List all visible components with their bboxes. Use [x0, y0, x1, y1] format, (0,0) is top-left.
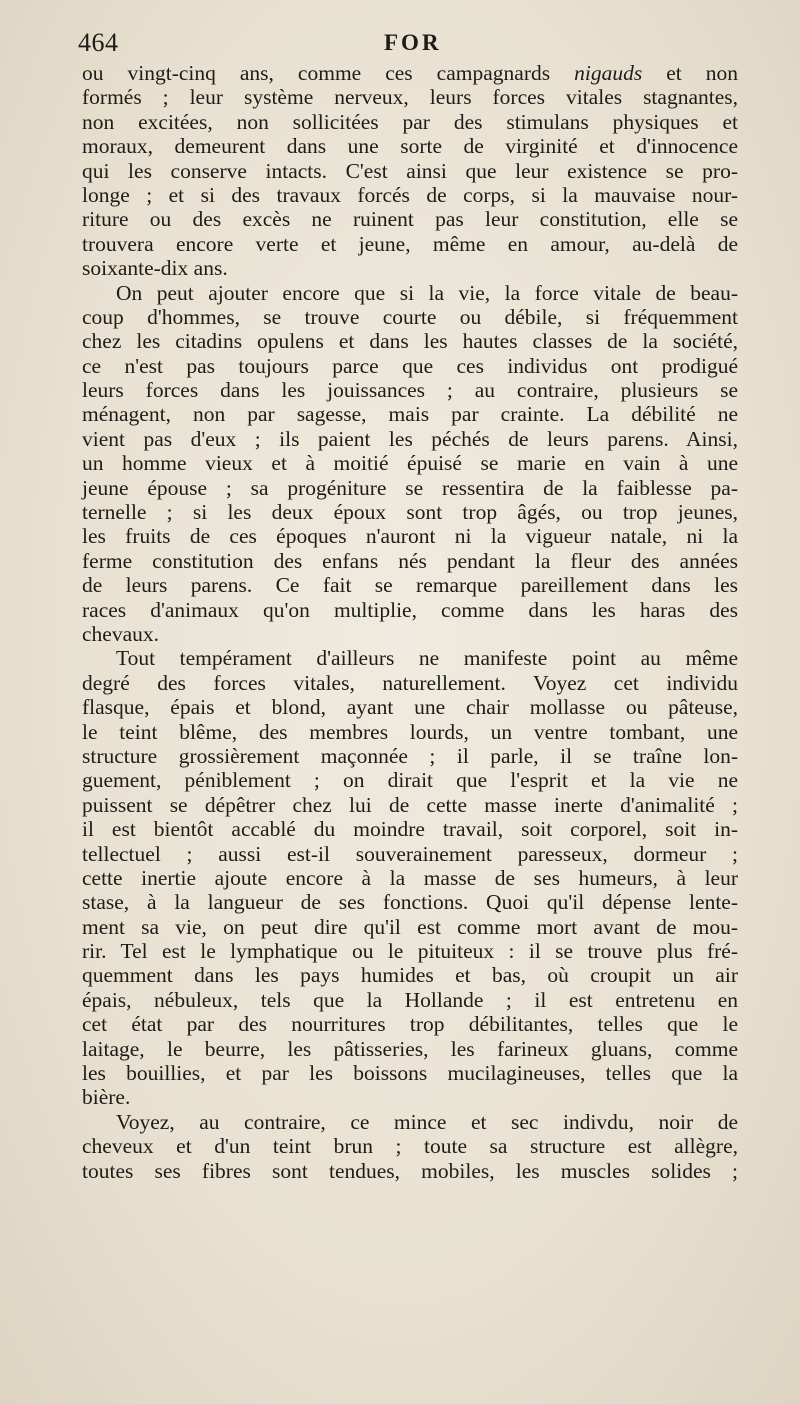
body-text	[82, 61, 738, 1183]
text-line: stase, à la langueur de ses fonctions. Quoi qu'il dépense lente-	[82, 890, 738, 915]
text-line: races d'animaux qu'on multiplie, comme dans les haras des	[82, 597, 738, 622]
text-line: On peut ajouter encore que si la vie, la force vitale de beau-	[116, 280, 738, 305]
paragraph	[82, 1110, 738, 1183]
text-line: trouvera encore verte et jeune, même en amour, au-delà de	[82, 231, 738, 256]
text-line: ou vingt-cinq ans, comme ces campagnards nigauds et non	[82, 61, 738, 85]
text-line: quemment dans les pays humides et bas, où croupit un air	[82, 963, 738, 988]
text-line: laitage, le beurre, les pâtisseries, les farineux gluans, comme	[82, 1036, 738, 1061]
text-line: ménagent, non par sagesse, mais par crainte. La débilité ne	[82, 402, 738, 427]
paragraph	[82, 61, 738, 281]
text-line: structure grossièrement maçonnée ; il parle, il se traîne lon-	[82, 743, 738, 768]
text-line: de leurs parens. Ce fait se remarque pareillement dans les	[82, 573, 738, 598]
text-line: ferme constitution des enfans nés pendant la fleur des années	[82, 548, 738, 573]
text-line: qui les conserve intacts. C'est ainsi que leur existence se pro-	[82, 158, 738, 183]
text-line: ce n'est pas toujours parce que ces individus ont prodigué	[82, 353, 738, 378]
text-line: Voyez, au contraire, ce mince et sec indivdu, noir de	[116, 1109, 738, 1134]
text-line: chevaux.	[82, 621, 160, 646]
text-line: degré des forces vitales, naturellement. Voyez cet individu	[82, 670, 738, 695]
text-line: leurs forces dans les jouissances ; au contraire, plusieurs se	[82, 378, 738, 403]
text-line: bière.	[82, 1085, 131, 1110]
text-line: cheveux et d'un teint brun ; toute sa structure est allègre,	[82, 1134, 738, 1159]
paragraph	[82, 281, 738, 647]
text-line: coup d'hommes, se trouve courte ou débile, si fréquemment	[82, 304, 738, 329]
page-header	[0, 26, 800, 66]
text-line: ment sa vie, on peut dire qu'il est comme mort avant de mou-	[82, 914, 738, 939]
text-line: riture ou des excès ne ruinent pas leur constitution, elle se	[82, 207, 738, 232]
page-number: 464	[78, 28, 119, 57]
text-line: Tout tempérament d'ailleurs ne manifeste point au même	[116, 646, 738, 671]
text-line: vient pas d'eux ; ils paient les péchés de leurs parens. Ainsi,	[82, 426, 738, 451]
text-line: épais, nébuleux, tels que la Hollande ; il est entretenu en	[82, 987, 738, 1012]
text-line: puissent se dépêtrer chez lui de cette masse inerte d'animalité ;	[82, 792, 738, 817]
text-line: les bouillies, et par les boissons mucilagineuses, telles que la	[82, 1061, 738, 1086]
text-line: moraux, demeurent dans une sorte de virginité et d'innocence	[82, 134, 738, 159]
text-line: rir. Tel est le lymphatique ou le pituiteux : il se trouve plus fré-	[82, 939, 738, 964]
text-line: flasque, épais et blond, ayant une chair mollasse ou pâteuse,	[82, 695, 738, 720]
text-line: soixante-dix ans.	[82, 256, 228, 281]
text-line: chez les citadins opulens et dans les hautes classes de la société,	[82, 329, 738, 354]
text-line: guement, péniblement ; on dirait que l'esprit et la vie ne	[82, 768, 738, 793]
text-line: il est bientôt accablé du moindre travail, soit corporel, soit in-	[82, 817, 738, 842]
text-line: un homme vieux et à moitié épuisé se marie en vain à une	[82, 451, 738, 476]
paragraph	[82, 646, 738, 1109]
text-line: non excitées, non sollicitées par des stimulans physiques et	[82, 109, 738, 134]
text-line: les fruits de ces époques n'auront ni la vigueur natale, ni la	[82, 524, 738, 549]
text-line: jeune épouse ; sa progéniture se ressentira de la faiblesse pa-	[82, 475, 738, 500]
text-line: toutes ses fibres sont tendues, mobiles, les muscles solides ;	[82, 1158, 738, 1183]
text-line: cet état par des nourritures trop débilitantes, telles que le	[82, 1012, 738, 1037]
text-line: le teint blême, des membres lourds, un ventre tombant, une	[82, 719, 738, 744]
text-line: cette inertie ajoute encore à la masse de ses humeurs, à leur	[82, 865, 738, 890]
running-head: FOR	[384, 30, 442, 55]
text-line: longe ; et si des travaux forcés de corps, si la mauvaise nour-	[82, 182, 738, 207]
text-line: ternelle ; si les deux époux sont trop âgés, ou trop jeunes,	[82, 500, 738, 525]
text-line: tellectuel ; aussi est-il souverainement paresseux, dormeur ;	[82, 841, 738, 866]
text-line: formés ; leur système nerveux, leurs forces vitales stagnantes,	[82, 85, 738, 110]
